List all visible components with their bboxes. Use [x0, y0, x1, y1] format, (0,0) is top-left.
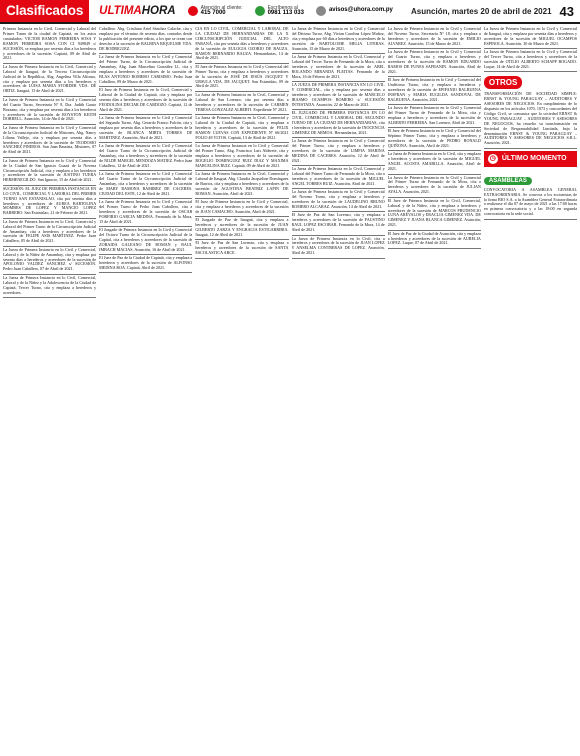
classified-ad: El Juez de Primera Instancia en lo Civil y Comercial del Undécimo Turno, cita y emplaza a herederos y acreedores de la sucesión de EPIFANIO BALBUENA INSFRAN y MARIA EUGILDA SANDOVAL DE BALBUENA. Asunción, 2021.	[388, 77, 481, 105]
classified-ad: TRANSFORMACIÓN DE SOCIEDAD SIMPLE: ERNST & YOUNG PARAGUAY – AUDITORES Y ASESORES DE NEGOCIOS. En cumplimiento de lo dispuesto en los artículos 1070, 1073 y concordantes del Código Civil, se comunica que la sociedad ERNST & YOUNG PARAGUAY – AUDITORES Y ASESORES DE NEGOCIOS, ha resuelto su transformación en Sociedad de Responsabilidad Limitada, bajo la denominación ERNST & YOUNG PARAGUAY – AUDITORES Y ASESORES DE NEGOCIOS S.R.L. Asunción, 2021.	[484, 91, 577, 148]
page-header	[0, 0, 580, 24]
issue-date: Asunción, martes 20 de abril de 2021	[411, 6, 552, 16]
classified-ad: La Jueza de Primera Instancia en lo Civil, Comercial y Laboral del Primer Turno de la Circunscripción Judicial de Amambay, cita a herederos y acreedores de la sucesión de FELIPE ASIS MARTINEZ. Pedro Juan Caballero, 05 de Abril de 2021.	[3, 219, 96, 247]
contact-email[interactable]	[316, 6, 393, 16]
classified-ad: La Jueza de Primera Instancia en lo Civil, Comercial, Laboral y de la Niñez y la Adolescencia de la Ciudad de Capiatá, Tercer Turno, cita y emplaza a herederos y acreedores.	[3, 275, 96, 298]
classified-ad: El Juez de Primera Instancia en lo Civil y Comercial del Primer Turno, cita y emplaza a herederos y acreedores de la sucesión de JOSÉ DE JESÚS JACQUET Y URSULA VDA. DE JACQUET. San Estanislao, 09 de Abril de 2021.	[195, 64, 288, 92]
classified-ad: El Juez de Paz de San Lorenzo, cita y emplaza a herederos y acreedores de la sucesión de SANTA ESCOLASTICA ARCE.	[195, 240, 288, 258]
classified-ad: El Juez de Primera Instancia en lo Civil y Comercial del Séptimo Primer Turno, cita y emplaza a herederos y acreedores de la sucesión de PEDRO RONALD QUIÑONA. Asunción, Abril de 2021.	[388, 128, 481, 151]
classified-ad: La Jueza de Primera Instancia en lo Civil y Comercial del Primer Turno, cita y emplaza a herederos y acreedores de la sucesión de LIMPIA MARINA MEDINA DE CACERES. Asunción, 12 de Abril de 2021.	[292, 138, 385, 166]
classified-ad: La Jueza de Primera Instancia en lo Civil y Comercial del Cuarto Turno, cita y emplaza a herederos y acreedores de la sucesión de RAMON EDUARDO RAMOS DE FUNES SAFRANIN. Asunción, Abril de 2021.	[388, 49, 481, 77]
contact-whatsapp-number: 0981 113 033	[267, 10, 304, 16]
classified-ad: EL JUZGADO DE PRIMERA INSTANCIA EN LO CIVIL, COMERCIAL Y LABORAL DEL SEGUNDO TURNO DE LA CIUDAD DE HERNANDARIAS, cita a herederos y acreedores de la sucesión de INOCENCIA GIMENEZ DE ARMOA. Hernandarias, 2021.	[292, 110, 385, 138]
classified-ad: La Jueza de Primera Instancia en lo Civil y Comercial del Primer Turno, de la Circunscripción Judicial de Amambay, Abg. Juan Marcelino González Ll., cita y emplaza a herederos y acreedores de la sucesión de BLAS ANTONIO ROMERO CARISIMO. Pedro Juan Caballero, 09 de Marzo de 2021.	[99, 54, 192, 87]
classified-ad: El Juez de Primera Instancia en lo Civil, Comercial, Laboral y de la Niñez, cita y emplaza a herederos y acreedores de la sucesión de MARCOS PRUDENCIO LUNA ARÉVALOS y ERACLIA GIMENEZ VDA. DE GIMENEZ Y JUANA BLANCA GIMENEZ. Asunción, 2021.	[388, 198, 481, 231]
logo-hora: HORA	[141, 5, 176, 17]
classified-ad: La Jueza de Primera Instancia en lo Civil, cita a herederos y acreedores de la sucesión de JUAN LOPEZ Y ANSELMA CONTRERAS DE LOPEZ. Asunción, Abril de 2021.	[292, 236, 385, 259]
column-5	[388, 26, 481, 752]
ultimo-momento-banner	[484, 151, 577, 167]
classified-ad: Caballero. Abg. Cristhian Ariel Sánchez Calache, cita y emplaza por el término de sesenta días, contados desde la publicación del presente edicto, a los que se crean con derecho a la sucesión de BALBINA RIQUELME VDA. DE RODRIGUEZ.	[99, 26, 192, 54]
column-6	[484, 26, 577, 752]
phone-icon	[188, 6, 198, 16]
logo-ultima: ULTIMA	[99, 5, 142, 17]
classified-ad: La Jueza de Primera Instancia en lo Civil y Comercial del Cuarto Turno de la Circunscripción Judicial de Amambay, cita a herederos y acreedores de la sucesión de MARY RAMONA RAMIREZ DE CACERES. CIUDAD DEL ESTE, 12 de Abril de 2021.	[99, 171, 192, 199]
classified-ad: La Jueza de Primera Instancia en lo Civil y Comercial del Noveno Turno, cita y emplaza a herederos y acreedores de la sucesión de LAUDELINO BRUNO ROMERO ALCARAZ. Asunción, 14 de Abril de 2021.	[292, 189, 385, 212]
contact-phone-number: 415 7000	[200, 10, 226, 16]
classified-ad: La Jueza de Primera Instancia en lo Civil y Comercial del Tercer Turno, cita a herederos y acreedores de la sucesión de OTILIO ALBERTO SCHAPP BOGADO. Luque, 14 de Abril de 2021.	[484, 49, 577, 72]
classified-ad: El Juez de Primera Instancia en lo Civil y Comercial, cita y emplaza a herederos y acreedores de la sucesión de JUAN CAMACHO. Asunción, Abril de 2021.	[195, 199, 288, 217]
classified-ad: Primera Instancia en lo Civil, Comercial y Laboral del Primer Turno de la ciudad de Capiatá, en los autos caratulados: VICTOR RAMON FERREIRA SOSA Y RAMON FERREIRA SOSA CON CI 949849 s/ SUCESIÓN, se emplaza por sesenta días a los herederos y acreedores de la sucesión. Capiatá, 09 de Abril de 2021.	[3, 26, 96, 64]
whatsapp-icon	[255, 6, 265, 16]
contact-whatsapp[interactable]	[255, 6, 304, 17]
column-4	[292, 26, 385, 752]
classified-ad: La Jueza de Primera Instancia en lo Civil y Comercial del Segundo Turno, Abg. Gerardo Franco Falcón, cita y emplaza por sesenta días a herederos y acreedores de la sucesión de BLANCA MIRTA TORRES DE MARTINEZ. Asunción, Abril de 2021.	[99, 115, 192, 143]
classified-ad: La Jueza de Primera Instancia en lo Civil y Comercial de la Circunscripción Judicial de Misiones, Abg. Nancy Liliana Vallejo, cita y emplaza por sesenta días a herederos y acreedores de la sucesión de TEODOSIO SANCHEZ PINEROS. San Juan Bautista, Misiones, 07 de Abril de 2021.	[3, 125, 96, 158]
classified-ad: La Jueza de Primera Instancia en lo Civil, Comercial y Laboral del Tercer Turno de Fernando de la Mora, cita a herederos y acreedores de la sucesión de ABEL ROLANDO MIRANDA FLEITAS. Fernando de la Mora, 16 de Febrero de 2021.	[292, 54, 385, 82]
classified-ad: LA JUEZA DE PRIMERA INSTANCIA EN LO CIVIL Y COMERCIAL, cita y emplaza por sesenta días a herederos y acreedores de la sucesión de MARCELO IRASMO OCAMPOS ROMERO s/ SUCESIÓN INTESTADA. Asunción, 22 de Marzo de 2021.	[292, 82, 385, 110]
classified-ad: La Jueza de Primera Instancia en lo Civil, Comercial y Laboral de Itauguá, Abg. Claudia Jacqueline Domínguez de Barrios, cita y emplaza a herederos y acreedores de la sucesión de AGUSTINA BEATRIZ LAPIN DE ROMAN. Asunción, Abril de 2021.	[195, 171, 288, 199]
contact-phone-label: Atención al cliente:	[200, 4, 243, 11]
classified-ad: El Juzgado de Primera Instancia en lo Civil y Comercial del Octavo Turno de la Circunscripción Judicial de la Capital, cita a herederos y acreedores de la sucesión de ZORAIDA GALEANO DE ROMAN y RAUL IMBACH MACIAS. Asunción, 16 de Abril de 2021.	[99, 227, 192, 255]
classified-ad: La Jueza de Primera Instancia en lo Civil y Comercial de Itauguá, cita y emplaza por sesenta días a herederos y acreedores de la sucesión de MIGUEL OCAMPOS ESPINOLA. Asunción, 30 de Marzo de 2021.	[484, 26, 577, 49]
classified-ad: La Jueza de Primera Instancia en lo Civil y Comercial del Noveno Turno, Secretaría N° 18, cita y emplaza a herederos y acreedores de la sucesión de EMILIO ALVAREZ. Asunción, 15 de Marzo de 2021.	[388, 26, 481, 49]
classified-ad: La Jueza de Primera Instancia en lo Civil y Comercial del Décimo Turno, Abg. Vivian Carolina López Muñoz, cita y emplaza por 60 días a herederos y acreedores de la sucesión de BARTOLOME MELIA LITERAS. Asunción, 15 de Marzo de 2021.	[292, 26, 385, 54]
classified-ad: El Juez de Primera Instancia en lo Civil, Comercial y Laboral de la Ciudad de Capiatá, cita y emplaza por sesenta días a herederos y acreedores de la sucesión de FEODOLINA DECIAR DE CARDOZO. Capiatá, 12 de Abril de 2021.	[99, 87, 192, 115]
classified-ad: La Jueza de Primera Instancia en lo Civil, Comercial y Laboral de Itauguá, de la Tercera Circunscripción Judicial de la República, Abg. Angelina Villa Alfonso, cita y emplaza por sesenta días a los herederos y acreedores de LUISA MARIA STORDER VDA. DE ORTIZ. Itauguá, 15 de Abril de 2021.	[3, 64, 96, 97]
classified-ad: La Jueza de Primera Instancia en lo Civil y Comercial del Cuarto Turno de la Circunscripción Judicial de Amambay, cita a herederos y acreedores de la sucesión de NILDE MARGEL MENDOZA MATIEZ. Pedro Juan Caballero, 12 de Abril de 2021.	[99, 143, 192, 171]
classified-ad: La Jueza de Primera Instancia en lo Civil y Comercial del Primer Turno de Pedro Juan Caballero, cita a herederos y acreedores de la sucesión de OSCAR PORFIRIO GARCIA MEDINA. Fernando de la Mora, 15 de Abril de 2021.	[99, 199, 192, 227]
email-icon	[316, 6, 326, 16]
classified-ad: El Juez de Paz de la Ciudad de Capiatá, cita y emplaza a herederos y acreedores de la sucesión de ALFONSO MEDINA ROA. Capiatá, Abril de 2021.	[99, 255, 192, 273]
column-2	[99, 26, 192, 752]
clock-icon: ◷	[489, 154, 496, 162]
classified-ad: CIA EN LO CIVIL, COMERCIAL Y LABORAL DE LA CIUDAD DE HERNANDARIAS DE LA X CIRCUNSCRIPCIÓN JUDICIAL DEL ALTO PARANÁ, cita por sesenta días a herederos y acreedores de la sucesión de EULOGIA OZORIO DE BAUZA, RAMON BERNARDO BAUZA. Hernandarias, 14 de Abril de 2021.	[195, 26, 288, 64]
classified-ad: La Jueza de Primera Instancia en lo Civil, Comercial y Laboral del Primer Turno de Fernando de la Mora, cita a herederos y acreedores de la sucesión de MIGUEL ANGEL TORRES RUIZ. Asunción, Abril de 2021.	[292, 166, 385, 189]
classified-ad: La Jueza de Primera Instancia en lo Civil, Comercial y Laboral de la Ciudad de Capiatá, cita y emplaza a herederos y acreedores de la sucesión de FELIX RAMON CUEVAS CON EXPEDIENTE Nº 66/2021 FOLIO 48 VLTOS. Capiatá, 13 de Abril de 2021.	[195, 115, 288, 143]
convocatoria-ad: CONVOCATORIA A ASAMBLEA GENERAL EXTRAORDINARIA. Se convoca a los accionistas de la firma BIO S.A. a la Asamblea General Extraordinaria a realizarse el día 07 de mayo de 2021 a las 17:00 horas en primera convocatoria y a las 18:00 en segunda convocatoria en la sede social.	[484, 187, 577, 220]
contact-phone[interactable]	[188, 6, 243, 17]
newspaper-logo	[99, 5, 175, 17]
section-label-asambleas: ASAMBLEAS	[484, 177, 532, 185]
contact-whatsapp-label: Escríbenos al	[267, 4, 298, 11]
ultimo-momento-label: ÚLTIMO MOMENTO	[501, 155, 567, 163]
section-title: Clasificados	[0, 0, 89, 22]
classified-ad: La Jueza de Primera Instancia en lo Civil, Comercial y Laboral de San Lorenzo, cita por sesenta días a herederos y acreedores de la sucesión de CARMEN TERESA GONZALEZ ALBERTI. Expediente Nº 2021.	[195, 92, 288, 115]
classified-ad: La Jueza de Primera Instancia en lo Civil y Comercial del Primer Turno de Fernando de la Mora, cita a herederos y acreedores de la sucesión de JULIAN AYALA. Asunción, 2021.	[388, 175, 481, 198]
classified-ad: El Juez de Paz de San Lorenzo, cita y emplaza a herederos y acreedores de la sucesión de FAUSTINO RAUL LOPEZ ESCOBAR. Fernando de la Mora, 14 de Abril de 2021.	[292, 212, 385, 235]
classified-ad: El Juzgado de Paz de Itauguá, cita y emplaza a herederos y acreedores de la sucesión de JUAN GILBERTO ZARZA Y ENGRACIA ESTIGARRIBIA. Itauguá, 12 de Abril de 2021.	[195, 217, 288, 240]
classified-ad: La Jueza de Primera Instancia en lo Civil y Comercial del Primer Turno, Abg. Francisco Luis Alderete, cita y emplaza a herederos y acreedores de la sucesión de ROGELIO DOMINGUEZ RUIZ DIAZ Y MAXIMA MARCELINA RUIZ. Capiatá, 09 de Abril de 2021.	[195, 143, 288, 171]
classified-ad: La Jueza de Primera Instancia en lo Civil y Comercial de la Ciudad de San Ignacio Guazú de la Novena Circunscripción Judicial, cita y emplaza a los herederos y acreedores de la sucesión de JUSTINO TUERA HERMENEGILDO. San Ignacio, 15 de Abril de 2021.	[3, 158, 96, 186]
classified-ad: El Juez de Paz de la Ciudad de Asunción, cita y emplaza a herederos y acreedores de la sucesión de AURELIA LOPEZ. Luque, 07 de Abril de 2021.	[388, 231, 481, 249]
column-1	[3, 26, 96, 752]
classified-ad: La Jueza de Primera Instancia en lo Civil y Comercial del Cuarto Turno, Secretaria N° 8, Dra. Judith Gauto Bozzano, cita y emplaza por sesenta días a los herederos y acreedores de la sucesión de ROYSTON KEITH DORRELL. Asunción, 14 de Abril de 2021.	[3, 97, 96, 125]
classifieds-columns	[3, 26, 577, 752]
classified-ad: La Jueza de Primera Instancia en lo Civil, cita y emplaza a herederos y acreedores de la sucesión de MIGUEL ANGEL ACOSTA AMARILLA. Asunción, Abril de 2021.	[388, 151, 481, 174]
section-label-otros: OTROS	[484, 76, 522, 89]
classified-ad: SUCESIÓN: EL JUEZ DE PRIMERA INSTANCIA EN LO CIVIL, COMERCIAL Y LABORAL DEL PRIMER TURNO SAN ESTANISLAO, cita por sesenta días a herederos y acreedores de AUREA BARTOLINA MOMBES DE LOPEZ Y MANCIO LOPEZ BARRERO. San Estanislao, 21 de Febrero de 2021.	[3, 186, 96, 219]
column-3	[195, 26, 288, 752]
page-number: 43	[559, 3, 574, 19]
classified-ad: La Jueza de Primera Instancia en lo Civil y Comercial, Laboral y de la Niñez de Amambay, cita y emplaza por sesenta días a herederos y acreedores de la sucesión de APOLONIO VALDEZ SANCHEZ s/ SUCESIÓN. Pedro Juan Caballero, 07 de Abril de 2021.	[3, 247, 96, 275]
contact-email-address: avisos@uhora.com.py	[328, 7, 393, 14]
classified-ad: La Jueza de Primera Instancia en lo Civil y Comercial del Primer Turno de Fernando de la Mora, cita y emplaza a herederos y acreedores de la sucesión de ALBERTO FERREIRA. San Lorenzo, Abril de 2021.	[388, 105, 481, 128]
